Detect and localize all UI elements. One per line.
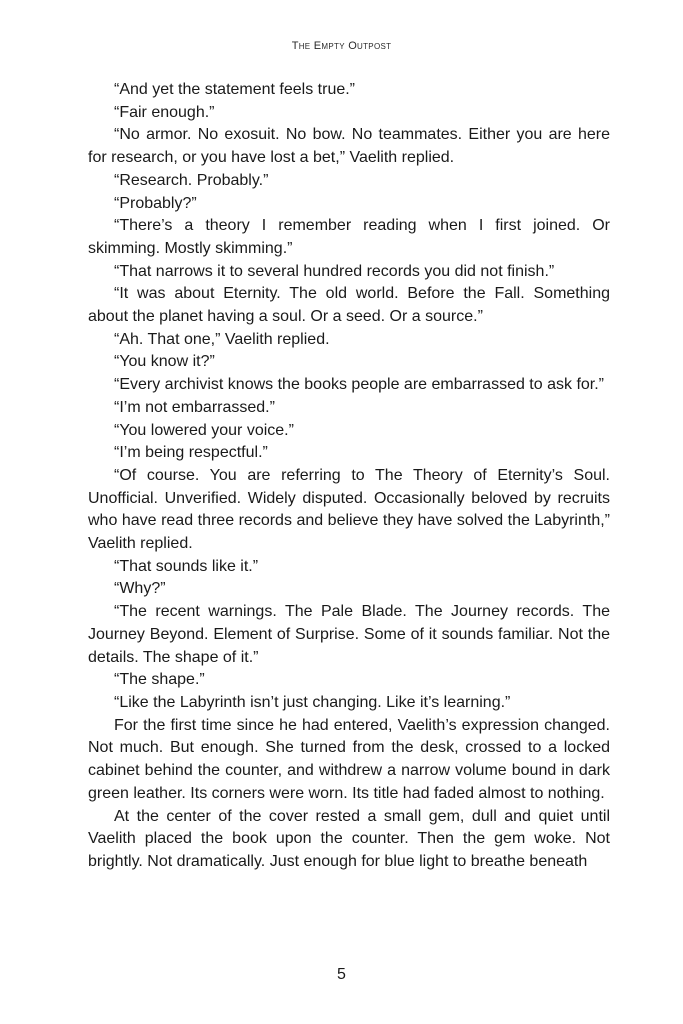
paragraph: “Ah. That one,” Vaelith replied. — [114, 330, 330, 348]
page-number: 5 — [337, 966, 346, 983]
paragraph: “Of course. You are referring to The Theory of Eternity’s Soul. Unofficial. Unverified. Widely disputed. Occasionally beloved by recruits who have read three records and believe they have solved the Labyrinth,” Vaelith replied. — [88, 466, 610, 553]
paragraph: “Why?” — [114, 580, 166, 598]
paragraph: “Like the Labyrinth isn’t just changing. Like it’s learning.” — [114, 693, 511, 711]
paragraph: “You know it?” — [114, 353, 215, 371]
paragraph: “You lowered your voice.” — [114, 421, 294, 439]
paragraph: “Every archivist knows the books people are embarrassed to ask for.” — [114, 376, 604, 394]
paragraph: “That sounds like it.” — [114, 557, 259, 575]
paragraph: “There’s a theory I remember reading when I first joined. Or skimming. Mostly skimming.” — [88, 217, 610, 257]
paragraph: “And yet the statement feels true.” — [114, 81, 356, 98]
paragraph: “I’m being respectful.” — [114, 444, 268, 462]
running-head-title: The Empty Outpost — [291, 40, 392, 52]
paragraph: “The recent warnings. The Pale Blade. The Journey records. The Journey Beyond. Element of Surprise. Some of it sounds familiar. Not the details. The shape of it.” — [88, 603, 610, 666]
body-text — [88, 79, 610, 874]
paragraph: “Probably?” — [114, 194, 197, 212]
paragraph: “I’m not embarrassed.” — [114, 398, 275, 416]
paragraph: For the first time since he had entered, Vaelith’s expression changed. Not much. But enough. She turned from the desk, crossed to a locked cabinet behind the counter, and withdrew a narrow volume bound in dark green leather. Its corners were worn. Its title had faded almost to nothing. — [88, 716, 610, 802]
paragraph: “The shape.” — [114, 671, 205, 689]
paragraph: “It was about Eternity. The old world. Before the Fall. Something about the planet having a soul. Or a seed. Or a source.” — [88, 285, 610, 326]
paragraph: “No armor. No exosuit. No bow. No teammates. Either you are here for research, or you have lost a bet,” Vaelith replied. — [88, 126, 610, 167]
paragraph: “That narrows it to several hundred records you did not finish.” — [114, 262, 555, 280]
paragraph: “Fair enough.” — [114, 103, 215, 121]
paragraph: “Research. Probably.” — [114, 171, 269, 189]
paragraph: At the center of the cover rested a small gem, dull and quiet until Vaelith placed the book upon the counter. Then the gem woke. Not brightly. Not dramatically. Just enough for blue light to breathe beneath — [88, 807, 610, 870]
